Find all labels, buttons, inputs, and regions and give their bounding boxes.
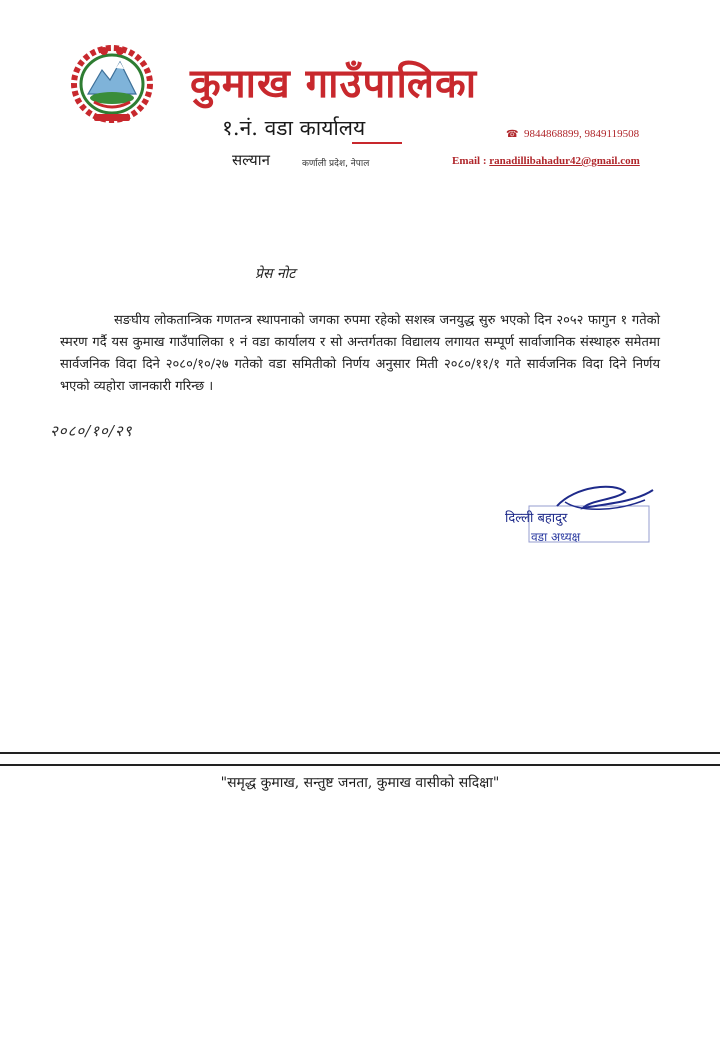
district-name: सल्यान	[232, 151, 270, 169]
signature-stamp	[495, 478, 670, 558]
ward-underline	[352, 142, 402, 144]
email-label: Email :	[452, 155, 487, 167]
document-paragraph: सङघीय लोकतान्त्रिक गणतन्त्र स्थापनाको जगका रुपमा रहेको सशस्त्र जनयुद्ध सुरु भएको दिन २०५२ फागुन १ गतेको स्मरण गर्दै यस कुमाख गाउँपालिका १ नं वडा कार्यालय र सो अन्तर्गतका विद्यालय लगायत सम्पूर्ण सार्वाजानिक संस्थाहरु समेतमा सार्वजनिक विदा दिने २०८०/१०/२७ गतेको वडा समितीको निर्णय अनुसार मिती २०८०/११/१ गते सार्वजनिक विदा दिने निर्णय भएको व्यहोरा जानकारी गरिन्छ ।	[60, 313, 660, 394]
nepal-emblem-icon	[64, 36, 160, 126]
document-title: प्रेस नोट	[255, 266, 296, 282]
signatory-role: वडा अध्यक्ष	[531, 530, 581, 544]
email-link[interactable]: ranadillibahadur42@gmail.com	[489, 155, 640, 167]
province-name: कर्णाली प्रदेश, नेपाल	[302, 159, 370, 169]
document-date: २०८०/१०/२९	[50, 422, 133, 440]
footer-motto: "समृद्ध कुमाख, सन्तुष्ट जनता, कुमाख वासीको सदिक्षा"	[220, 775, 500, 791]
phone-numbers: 9844868899, 9849119508	[524, 128, 640, 140]
footer-divider-top	[0, 752, 720, 754]
org-title: कुमाख गाउँपालिका	[190, 60, 478, 107]
phone-contact	[506, 128, 639, 140]
phone-icon: ☎	[506, 129, 519, 140]
email-contact	[452, 155, 640, 167]
ward-office-title: १.नं. वडा कार्यालय	[222, 116, 366, 140]
footer-divider-bottom	[0, 764, 720, 766]
signatory-name: दिल्ली बहादुर	[505, 511, 568, 526]
